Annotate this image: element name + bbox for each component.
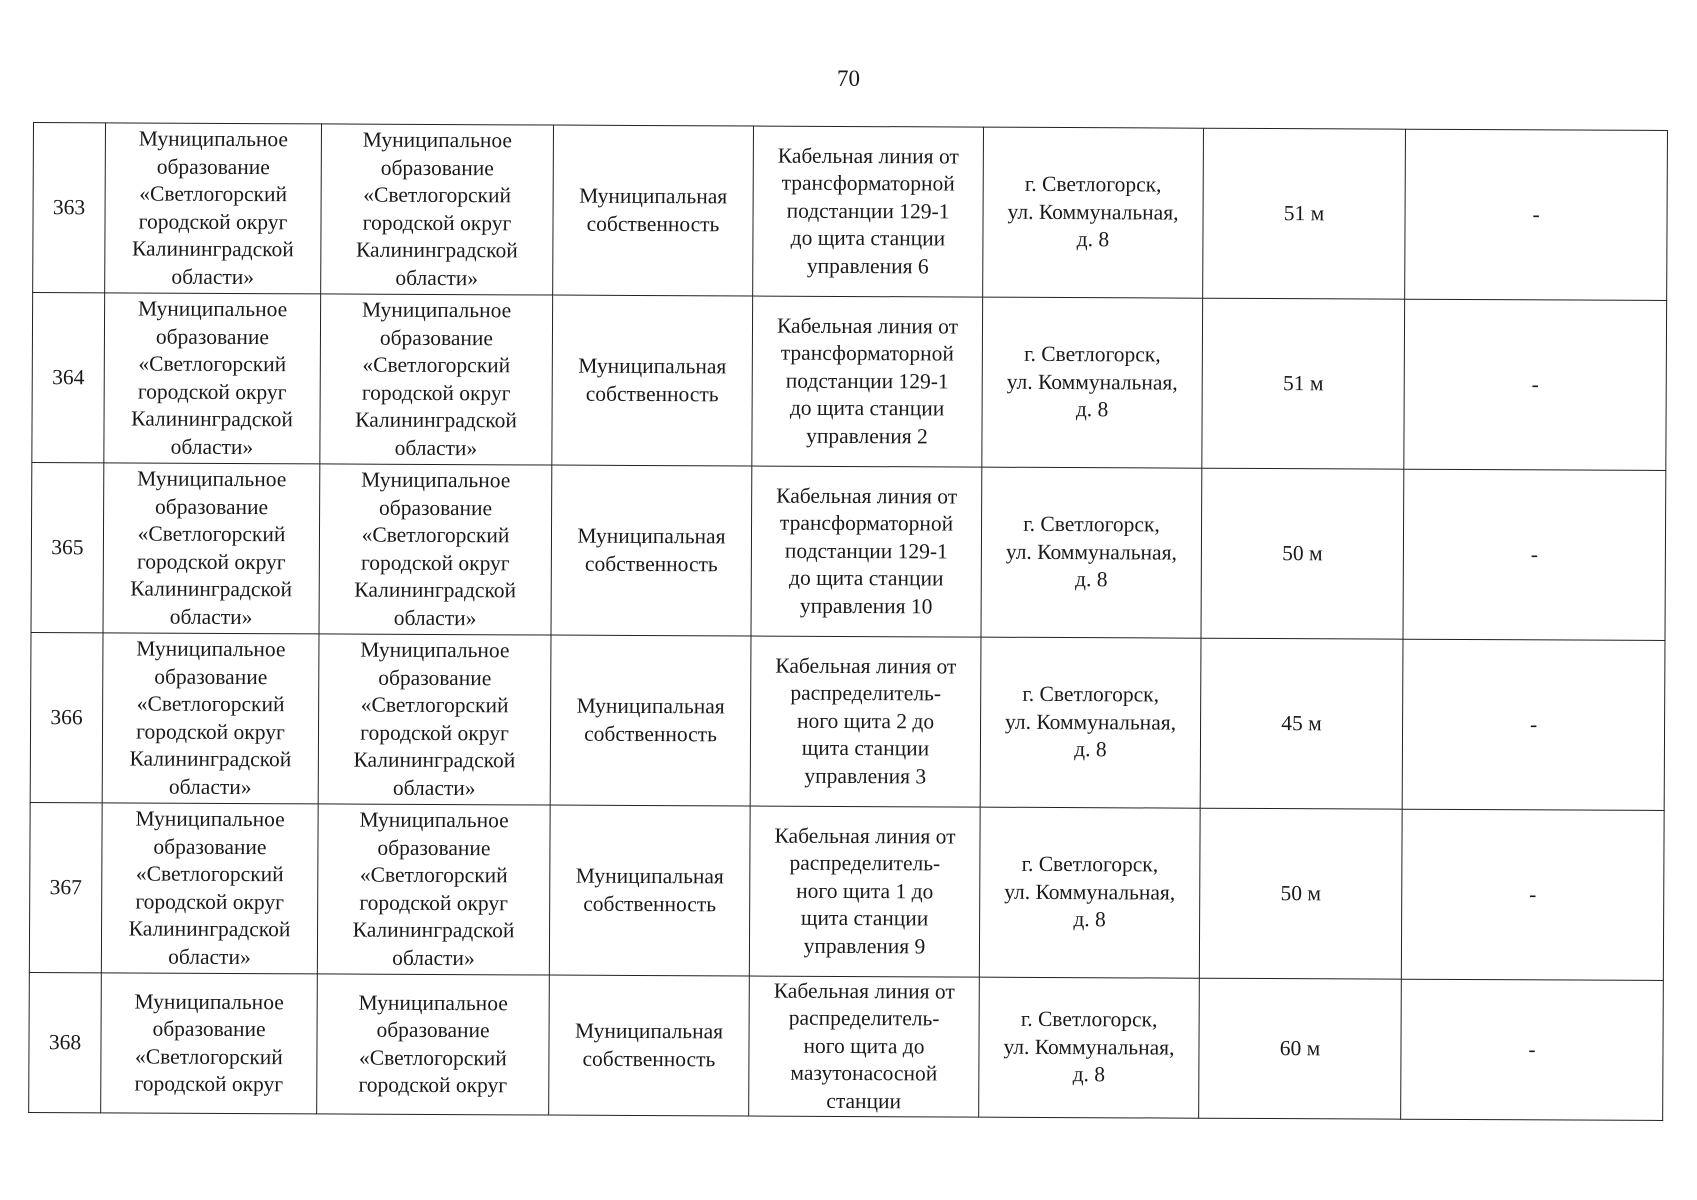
object-name-cell: Кабельная линия от трансформаторной подстанции 129-1 до щита станции управления 6 — [753, 126, 984, 297]
address-cell: г. Светлогорск, ул. Коммунальная, д. 8 — [979, 807, 1200, 978]
row-number-cell: 367 — [29, 802, 102, 972]
object-name-cell: Кабельная линия от распределитель- ного щита 1 до щита станции управления 9 — [749, 806, 980, 977]
holder-cell: Муниципальное образование «Светлогорский городской округ — [317, 974, 550, 1115]
note-cell: - — [1404, 299, 1667, 470]
owner-cell: Муниципальное образование «Светлогорский городской округ — [101, 973, 318, 1114]
owner-cell: Муниципальное образование «Светлогорский городской округ Калининградской области» — [105, 123, 322, 294]
address-cell: г. Светлогорск, ул. Коммунальная, д. 8 — [979, 977, 1200, 1118]
object-name-cell: Кабельная линия от распределитель- ного щита 2 до щита станции управления 3 — [750, 636, 981, 807]
row-number-cell: 368 — [29, 972, 102, 1112]
owner-cell: Муниципальное образование «Светлогорский городской округ Калининградской области» — [104, 293, 321, 464]
object-name-cell: Кабельная линия от трансформаторной подстанции 129-1 до щита станции управления 10 — [751, 466, 982, 637]
page-number: 70 — [837, 66, 860, 91]
owner-cell: Муниципальное образование «Светлогорский городской округ Калининградской области» — [102, 633, 319, 804]
ownership-type-cell: Муниципальная собственность — [550, 635, 751, 806]
length-cell: 60 м — [1199, 978, 1402, 1119]
ownership-type-cell: Муниципальная собственность — [553, 125, 754, 296]
length-cell: 45 м — [1200, 638, 1403, 809]
length-cell: 50 м — [1201, 468, 1404, 639]
ownership-type-cell: Муниципальная собственность — [551, 465, 752, 636]
note-cell: - — [1401, 809, 1664, 980]
note-cell: - — [1403, 469, 1666, 640]
note-cell: - — [1401, 979, 1664, 1120]
object-name-cell: Кабельная линия от распределитель- ного щита до мазутонасосной станции — [749, 976, 980, 1117]
ownership-type-cell: Муниципальная собственность — [549, 805, 750, 976]
row-number-cell: 366 — [30, 632, 103, 802]
table-row — [33, 123, 1668, 301]
holder-cell: Муниципальное образование «Светлогорский городской округ Калининградской области» — [318, 634, 551, 805]
address-cell: г. Светлогорск, ул. Коммунальная, д. 8 — [983, 127, 1204, 298]
table-body — [29, 123, 1668, 1121]
table-row — [31, 462, 1666, 640]
length-cell: 50 м — [1199, 808, 1402, 979]
property-registry-table — [28, 122, 1668, 1121]
holder-cell: Муниципальное образование «Светлогорский городской округ Калининградской области» — [321, 124, 554, 295]
address-cell: г. Светлогорск, ул. Коммунальная, д. 8 — [982, 297, 1203, 468]
holder-cell: Муниципальное образование «Светлогорский городской округ Калининградской области» — [317, 804, 550, 975]
table-row — [29, 802, 1664, 980]
table-row — [29, 972, 1664, 1120]
length-cell: 51 м — [1203, 128, 1406, 299]
length-cell: 51 м — [1202, 298, 1405, 469]
owner-cell: Муниципальное образование «Светлогорский городской округ Калининградской области» — [103, 463, 320, 634]
object-name-cell: Кабельная линия от трансформаторной подстанции 129-1 до щита станции управления 2 — [752, 296, 983, 467]
note-cell: - — [1405, 129, 1668, 300]
note-cell: - — [1402, 639, 1665, 810]
ownership-type-cell: Муниципальная собственность — [552, 295, 753, 466]
ownership-type-cell: Муниципальная собственность — [549, 975, 750, 1116]
owner-cell: Муниципальное образование «Светлогорский городской округ Калининградской области» — [101, 803, 318, 974]
row-number-cell: 363 — [33, 123, 106, 293]
address-cell: г. Светлогорск, ул. Коммунальная, д. 8 — [980, 637, 1201, 808]
holder-cell: Муниципальное образование «Светлогорский городской округ Калининградской области» — [320, 294, 553, 465]
table-row — [32, 293, 1667, 471]
address-cell: г. Светлогорск, ул. Коммунальная, д. 8 — [981, 467, 1202, 638]
holder-cell: Муниципальное образование «Светлогорский городской округ Калининградской области» — [319, 464, 552, 635]
row-number-cell: 364 — [32, 293, 105, 463]
row-number-cell: 365 — [31, 462, 104, 632]
table-row — [30, 632, 1665, 810]
